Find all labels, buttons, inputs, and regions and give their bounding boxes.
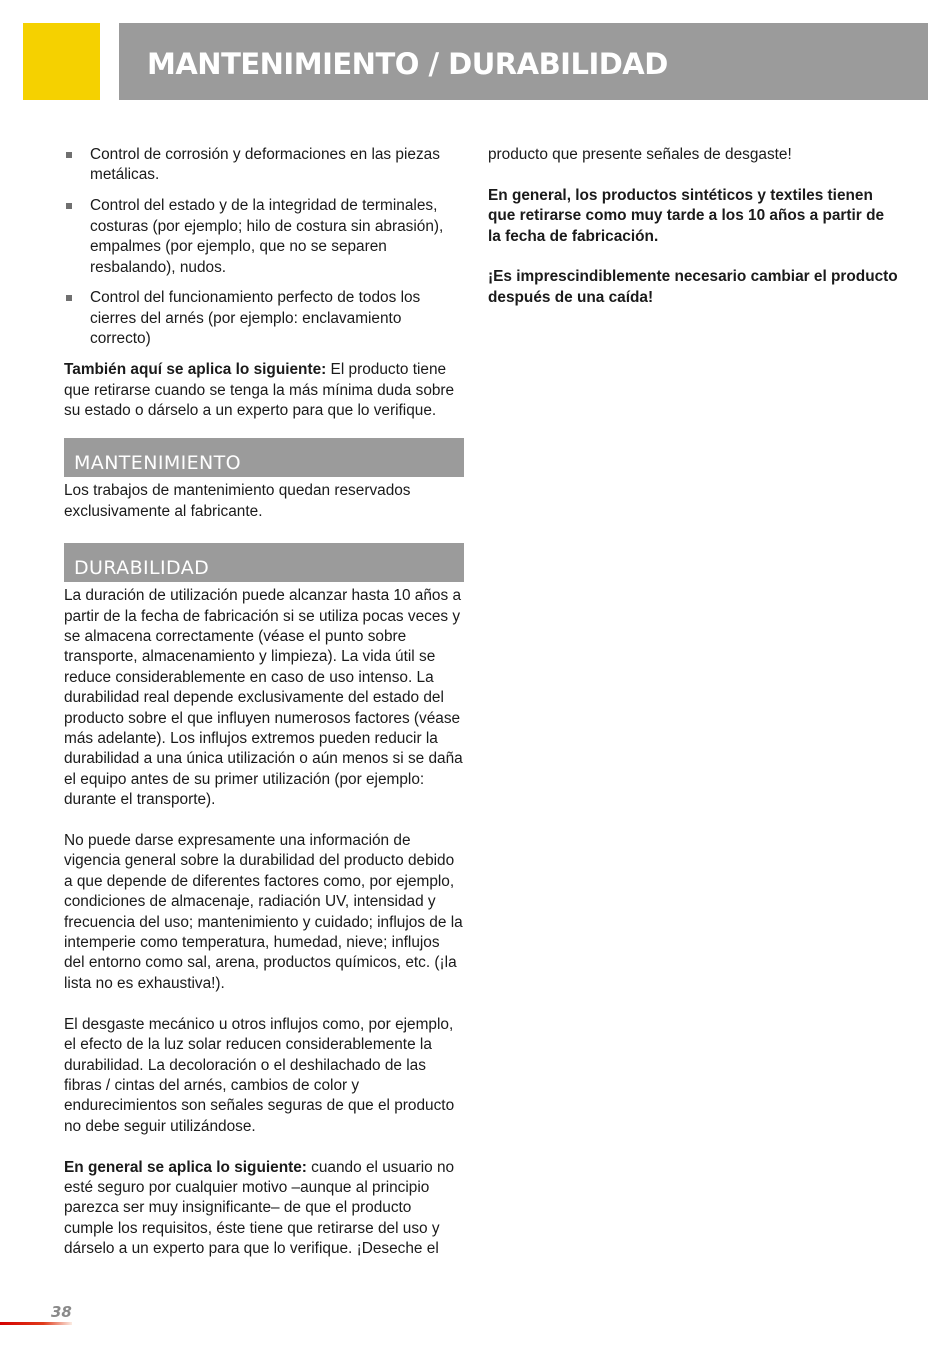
section-header-durabilidad (64, 543, 464, 582)
section-title: MANTENIMIENTO (74, 452, 242, 475)
durabilidad-paragraph (64, 1158, 464, 1260)
bold-paragraph (488, 186, 898, 247)
page-title: MANTENIMIENTO / DURABILIDAD (147, 46, 668, 81)
continued-text: producto que presente señales de desgaste! (488, 146, 792, 163)
page-number: 38 (51, 1303, 72, 1321)
list-item-text: Control de corrosión y deformaciones en las piezas metálicas. (90, 146, 440, 184)
retirement-note-lead: También aquí se aplica lo siguiente: (64, 361, 327, 379)
list-item (64, 196, 464, 278)
page-header (119, 23, 928, 100)
general-rule-lead: En general se aplica lo siguiente: (64, 1158, 307, 1176)
inspection-checklist (64, 145, 464, 350)
list-item-text: Control del funcionamiento perfecto de todos los cierres del arnés (por ejemplo: enclavamiento correcto) (90, 289, 421, 348)
durabilidad-paragraph: El desgaste mecánico u otros influjos como, por ejemplo, el efecto de la luz solar reducen considerablemente la durabilidad. La decoloración o el deshilachado de las fibras / cintas del arnés, cambios de color y endurecimientos son señales seguras de que el producto no debe seguir utilizándose. (64, 1015, 455, 1135)
right-column (488, 145, 898, 308)
retirement-note-text: El producto tiene que retirarse cuando se tenga la más mínima duda sobre su estado o dárselo a un experto para que lo verifique. (64, 361, 455, 419)
yellow-accent-block (23, 23, 100, 100)
left-column (64, 145, 464, 1260)
list-item (64, 145, 464, 186)
section-header-mantenimiento (64, 438, 464, 477)
retirement-note (64, 360, 464, 421)
general-rule-text: cuando el usuario no esté seguro por cualquier motivo –aunque al principio parezca ser muy insignificante– de que el producto cumple los requisitos, éste tiene que retirarse del uso y dárselo a un experto para que lo verifique. ¡Deseche el (64, 1158, 455, 1258)
mantenimiento-body: Los trabajos de mantenimiento quedan reservados exclusivamente al fabricante. (64, 482, 411, 520)
bold-paragraph (488, 267, 898, 308)
durabilidad-paragraph: La duración de utilización puede alcanzar hasta 10 años a partir de la fecha de fabricación si se utiliza pocas veces y se almacena correctamente (véase el punto sobre transporte, almacenamiento y limpieza). La vida útil se reduce considerablemente en caso de uso intenso. La durabilidad real depende exclusivamente del estado del producto sobre el que influyen numerosos factores (véase más adelante). Los influjos extremos pueden reducir la durabilidad a una única utilización o aún menos si se daña el equipo antes de su primer utilización (por ejemplo: durante el transporte). (64, 587, 463, 809)
square-bullet-icon (66, 295, 72, 301)
list-item (64, 288, 464, 349)
fall-replacement-rule: ¡Es imprescindiblemente necesario cambiar el producto después de una caída! (488, 268, 898, 306)
textile-retirement-rule: En general, los productos sintéticos y textiles tienen que retirarse como muy tarde a los 10 años a partir de la fecha de fabricación. (488, 186, 885, 245)
footer-accent-line (0, 1322, 72, 1325)
section-title: DURABILIDAD (74, 557, 210, 580)
square-bullet-icon (66, 203, 72, 209)
durabilidad-paragraph: No puede darse expresamente una información de vigencia general sobre la durabilidad del producto debido a que depende de diferentes factores como, por ejemplo, condiciones de almacenaje, radiación UV, intensidad y frecuencia del uso; mantenimiento y cuidado; influjos de la intemperie como temperatura, humedad, nieve; influjos del entorno como sal, arena, productos químicos, etc. (¡la lista no es exhaustiva!). (64, 832, 463, 992)
list-item-text: Control del estado y de la integridad de terminales, costuras (por ejemplo; hilo de costura sin abrasión), empalmes (por ejemplo, que no se separen resbalando), nudos. (90, 197, 444, 276)
square-bullet-icon (66, 152, 72, 158)
